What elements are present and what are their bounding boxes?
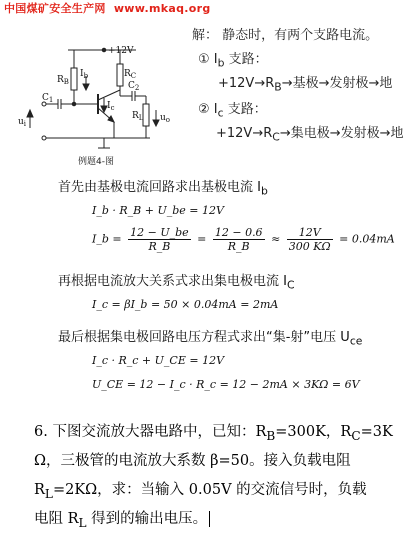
ib-label: $I_b$ <box>80 69 89 80</box>
resistor-rl <box>143 104 149 126</box>
equation-1: I_b · R_B + U_be = 12V <box>92 204 224 217</box>
step1-heading: 首先由基极电流回路求出基极电流 $I_b$ <box>58 180 268 198</box>
rc-label: $R_C$ <box>124 69 137 80</box>
circuit-diagram <box>0 40 175 170</box>
c2-label: $C_2$ <box>128 81 140 92</box>
resistor-rc <box>117 64 123 86</box>
equation-2: I_b = $\frac{12 - U\_be}{R\_B}$ = $\frac{12 - 0.6}{R\_B}$ ≈ $\frac{12V}{300 K\Omega}$ = 0.04mA <box>92 226 395 253</box>
c1-label: $C_1$ <box>42 93 54 104</box>
step2-heading: 再根据电流放大关系式求出集电极电流 $I_C$ <box>58 274 295 292</box>
equation-3: I_c = βI_b = 50 × 0.04mA = 2mA <box>92 298 279 311</box>
question-line-1: 6. 下图交流放大器电路中，已知：$R_B=300K$，$R_C=3K$ <box>34 424 393 443</box>
question-line-2: Ω，三极管的电流放大系数 β=50。接入负载电阻 <box>34 453 351 469</box>
branch2-title: ② $I_c$ 支路： <box>198 102 267 120</box>
rl-label: $R_L$ <box>132 111 144 122</box>
ui-label: $u_i$ <box>18 117 27 128</box>
question-line-4: 电阻 $R_L$ 得到的输出电压。 <box>34 505 210 538</box>
rb-label: $R_B$ <box>57 75 69 86</box>
resistor-rb <box>71 68 77 90</box>
solution-intro: 解： 静态时，有两个支路电流。 <box>192 28 379 43</box>
equation-4: I_c · R_c + U_CE = 12V <box>92 354 225 367</box>
step3-heading: 最后根据集电极回路电压方程式求出“集-射”电压 $U_{ce}$ <box>58 330 363 348</box>
branch1-title: ① $I_b$ 支路： <box>198 52 268 70</box>
watermark-url: www.mkaq.org <box>113 2 211 15</box>
ic-label: $I_c$ <box>107 101 115 112</box>
watermark-site-name: 中国煤矿安全生产网 <box>4 2 106 15</box>
text-cursor <box>209 511 210 527</box>
vcc-label: +12V <box>108 46 134 56</box>
branch2-path: $+12V\to R_C\to$集电极→发射极→地 <box>216 126 404 144</box>
figure-caption: 例题4-图 <box>78 157 114 167</box>
branch1-path: $+12V\to R_B\to$基极→发射极→地 <box>218 76 393 94</box>
question-line-3: $R_L=2K\Omega$，求：当输入 0.05V 的交流信号时，负载 <box>34 482 367 501</box>
site-watermark <box>4 0 211 16</box>
equation-5: U_CE = 12 − I_c · R_c = 12 − 2mA × 3KΩ = 6V <box>92 378 360 391</box>
uo-label: $u_o$ <box>160 113 171 124</box>
